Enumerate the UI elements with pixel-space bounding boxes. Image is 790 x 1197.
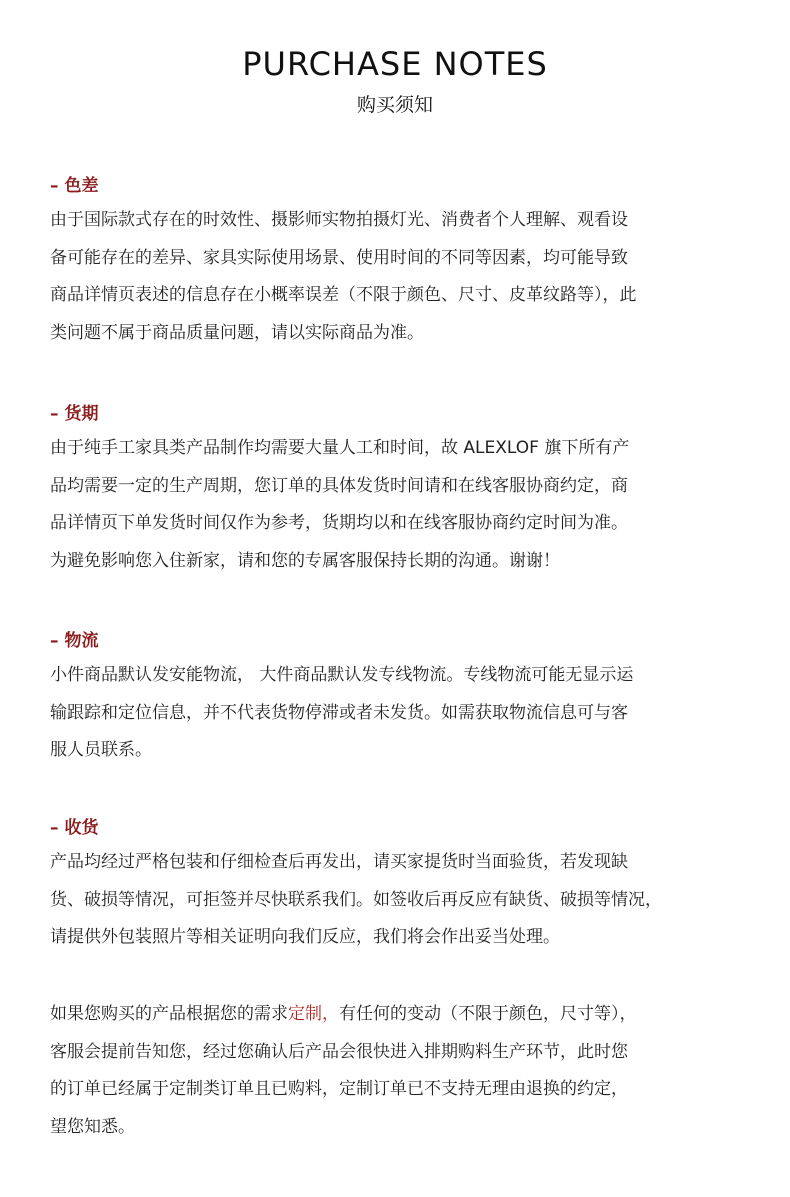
section-receiving xyxy=(50,816,750,957)
paragraph-line: 商品详情页表述的信息存在小概率误差（不限于颜色、尺寸、皮革纹路等），此 xyxy=(50,285,637,305)
section-logistics xyxy=(50,629,750,770)
closing-paragraph xyxy=(50,996,750,1146)
page-subtitle: 购买须知 xyxy=(356,94,433,116)
paragraph-line: 由于纯手工家具类产品制作均需要大量人工和时间，故 ALEXLOF 旗下所有产 xyxy=(50,438,630,458)
heading-dash: – xyxy=(50,176,59,196)
page-title: PURCHASE NOTES xyxy=(242,45,548,83)
paragraph-line: 请提供外包装照片等相关证明向我们反应，我们将会作出妥当处理。 xyxy=(50,927,560,947)
section-lead-time xyxy=(50,402,750,580)
section-heading xyxy=(50,402,750,426)
heading-label: 货期 xyxy=(64,404,99,424)
paragraph-line: 为避免影响您入住新家，请和您的专属客服保持长期的沟通。谢谢！ xyxy=(50,550,560,571)
paragraph-line: 输跟踪和定位信息，并不代表货物停滞或者未发货。如需获取物流信息可与客 xyxy=(50,702,628,723)
paragraph-line: 产品均经过严格包装和仔细检查后再发出，请买家提货时当面验货，若发现缺 xyxy=(50,852,628,872)
paragraph-line: 服人员联系。 xyxy=(50,740,152,760)
paragraph-line: 由于国际款式存在的时效性、摄影师实物拍摄灯光、消费者个人理解、观看设 xyxy=(50,210,628,230)
section-heading xyxy=(50,816,750,840)
paragraph-line: 小件商品默认发安能物流， 大件商品默认发专线物流。专线物流可能无显示运 xyxy=(50,665,634,685)
heading-dash: – xyxy=(50,818,59,838)
section-color-difference xyxy=(50,174,750,352)
section-heading xyxy=(50,629,750,653)
closing-line: 客服会提前告知您，经过您确认后产品会很快进入排期购料生产环节，此时您 xyxy=(50,1041,628,1062)
paragraph-line: 品均需要一定的生产周期，您订单的具体发货时间请和在线客服协商约定，商 xyxy=(50,475,628,496)
closing-text: 有任何的变动（不限于颜色，尺寸等）， xyxy=(339,1004,637,1024)
closing-text: 如果您购买的产品根据您的需求 xyxy=(50,1004,288,1024)
closing-line: 的订单已经属于定制类订单且已购料，定制订单已不支持无理由退换的约定， xyxy=(50,1079,628,1099)
heading-dash: – xyxy=(50,404,59,424)
paragraph-line: 备可能存在的差异、家具实际使用场景、使用时间的不同等因素，均可能导致 xyxy=(50,247,628,268)
paragraph-line: 品详情页下单发货时间仅作为参考，货期均以和在线客服协商约定时间为准。 xyxy=(50,513,628,533)
paragraph-line: 类问题不属于商品质量问题，请以实际商品为准。 xyxy=(50,322,424,343)
custom-made-highlight: 定制， xyxy=(288,1004,339,1024)
heading-label: 收货 xyxy=(64,818,99,838)
closing-line: 望您知悉。 xyxy=(50,1116,135,1137)
paragraph-line: 货、破损等情况，可拒签并尽快联系我们。如签收后再反应有缺货、破损等情况， xyxy=(50,889,662,910)
section-heading xyxy=(50,174,750,198)
heading-label: 色差 xyxy=(64,176,99,196)
closing-line xyxy=(50,996,750,1034)
heading-label: 物流 xyxy=(64,631,99,651)
heading-dash: – xyxy=(50,631,59,651)
